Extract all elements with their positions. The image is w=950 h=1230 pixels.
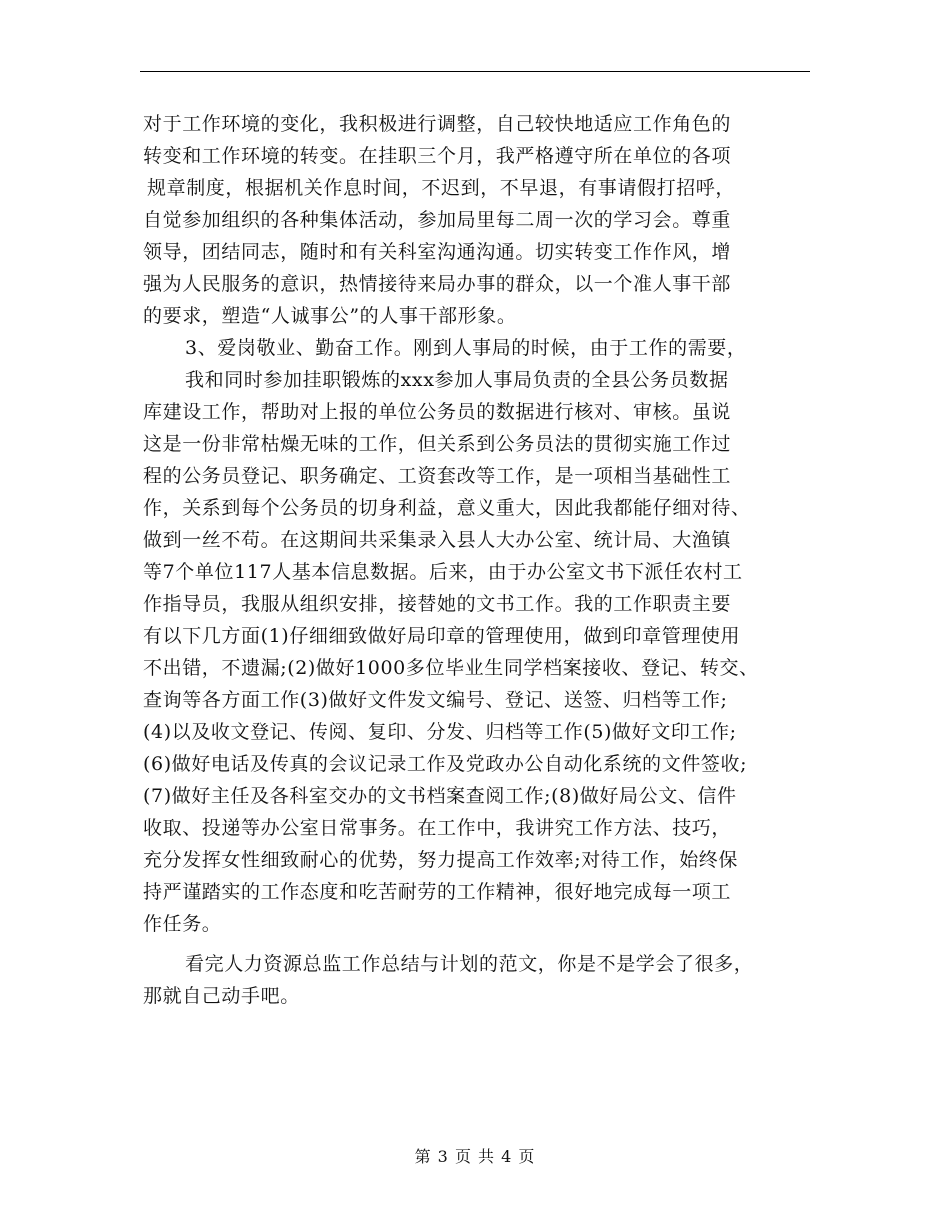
- text-line: 等7个单位117人基本信息数据。后来，由于办公室文书下派任农村工: [143, 561, 743, 583]
- text-line: 不出错，不遗漏;(2)做好1000多位毕业生同学档案接收、登记、转交、: [143, 657, 759, 679]
- text-line: 库建设工作，帮助对上报的单位公务员的数据进行核对、审核。虽说: [143, 401, 732, 423]
- text-line: 作指导员，我服从组织安排，接替她的文书工作。我的工作职责主要: [143, 593, 732, 615]
- text-line: 作任务。: [143, 913, 222, 935]
- text-line: 我和同时参加挂职锻炼的xxx参加人事局负责的全县公务员数据: [185, 369, 729, 391]
- header-rule: [140, 71, 810, 72]
- text-line: 程的公务员登记、职务确定、工资套改等工作，是一项相当基础性工: [143, 465, 732, 487]
- text-line: (6)做好电话及传真的会议记录工作及党政办公自动化系统的文件签收;: [143, 753, 748, 775]
- text-line: 对于工作环境的变化，我积极进行调整，自己较快地适应工作角色的: [143, 113, 732, 135]
- text-line: 转变和工作环境的转变。在挂职三个月，我严格遵守所在单位的各项: [143, 145, 732, 167]
- text-line: 自觉参加组织的各种集体活动，参加局里每二周一次的学习会。尊重: [143, 209, 732, 231]
- text-line: 持严谨踏实的工作态度和吃苦耐劳的工作精神，很好地完成每一项工: [143, 881, 732, 903]
- text-line: 那就自己动手吧。: [143, 985, 300, 1007]
- text-line: 强为人民服务的意识，热情接待来局办事的群众，以一个准人事干部: [143, 273, 732, 295]
- text-line: 充分发挥女性细致耐心的优势，努力提高工作效率;对待工作，始终保: [143, 849, 739, 871]
- text-line: 这是一份非常枯燥无味的工作，但关系到公务员法的贯彻实施工作过: [143, 433, 732, 455]
- text-line: 规章制度，根据机关作息时间，不迟到，不早退，有事请假打招呼，: [147, 177, 736, 199]
- text-line: 作，关系到每个公务员的切身利益，意义重大，因此我都能仔细对待、: [143, 497, 751, 519]
- text-line: 有以下几方面(1)仔细细致做好局印章的管理使用，做到印章管理使用: [143, 625, 741, 647]
- text-line: (4)以及收文登记、传阅、复印、分发、归档等工作(5)做好文印工作;: [143, 721, 737, 743]
- text-line: (7)做好主任及各科室交办的文书档案查阅工作;(8)做好局公文、信件: [143, 785, 737, 807]
- text-line: 3、爱岗敬业、勤奋工作。刚到人事局的时候，由于工作的需要，: [185, 337, 747, 359]
- text-line: 领导，团结同志，随时和有关科室沟通沟通。切实转变工作作风，增: [143, 241, 732, 263]
- text-line: 看完人力资源总监工作总结与计划的范文，你是不是学会了很多，: [185, 953, 754, 975]
- text-line: 查询等各方面工作(3)做好文件发文编号、登记、送签、归档等工作;: [143, 689, 728, 711]
- text-line: 收取、投递等办公室日常事务。在工作中，我讲究工作方法、技巧，: [143, 817, 732, 839]
- page-footer: 第 3 页 共 4 页: [414, 1147, 536, 1166]
- text-line: 的要求，塑造“人诚事公”的人事干部形象。: [143, 305, 517, 327]
- text-line: 做到一丝不苟。在这期间共采集录入县人大办公室、统计局、大渔镇: [143, 529, 732, 551]
